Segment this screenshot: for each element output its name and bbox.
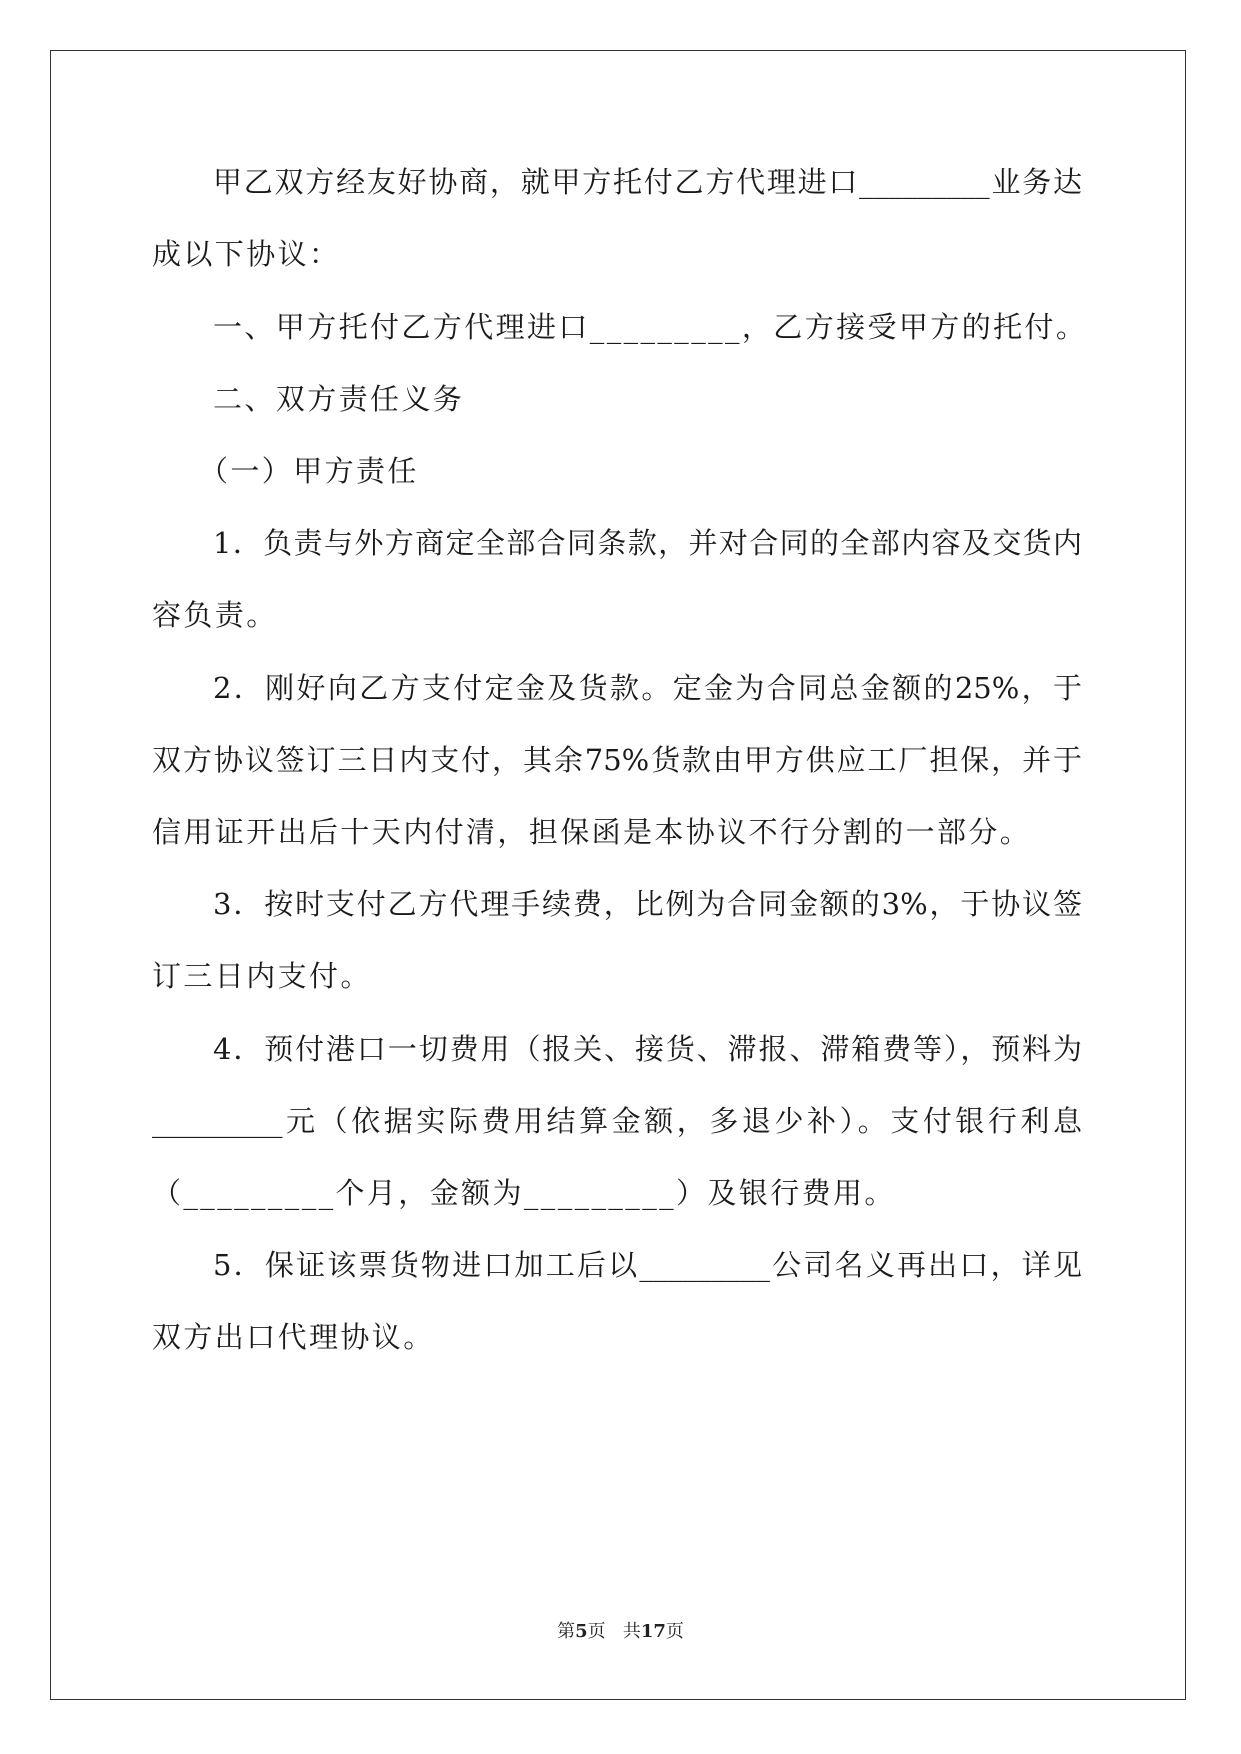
paragraph-line: （_________个月，金额为_________）及银行费用。: [152, 1176, 896, 1210]
footer-page-number: 5: [575, 1621, 588, 1642]
paragraph-line: 订三日内支付。: [152, 959, 372, 993]
paragraph-line: _________元（依据实际费用结算金额，多退少补）。支付银行利息: [152, 1104, 1082, 1138]
footer-page-prefix: 第: [557, 1621, 576, 1642]
paragraph-line: 双方协议签订三日内支付，其余75%货款由甲方供应工厂担保，并于: [152, 743, 1082, 777]
paragraph-line: 5．保证该票货物进口加工后以_________公司名义再出口，详见: [213, 1248, 1082, 1282]
paragraph-line: 3．按时支付乙方代理手续费，比例为合同金额的3%，于协议签: [213, 887, 1082, 921]
paragraph-line: 信用证开出后十天内付清，担保函是本协议不行分割的一部分。: [152, 815, 1032, 849]
paragraph-line: 1．负责与外方商定全部合同条款，并对合同的全部内容及交货内: [213, 526, 1082, 560]
paragraph-line: 4．预付港口一切费用（报关、接货、滞报、滞箱费等），预料为: [213, 1032, 1082, 1066]
paragraph-line: 2．刚好向乙方支付定金及货款。定金为合同总金额的25%，于: [213, 671, 1082, 705]
section-heading: 二、双方责任义务: [213, 382, 465, 416]
footer-page-suffix: 页: [587, 1621, 606, 1642]
paragraph-line: 一、甲方托付乙方代理进口_________，乙方接受甲方的托付。: [213, 310, 1088, 344]
page-border: [50, 50, 1186, 1700]
paragraph-line: 双方出口代理协议。: [152, 1320, 435, 1354]
paragraph-line: 容负责。: [152, 598, 278, 632]
footer-total-pages: 17: [640, 1621, 666, 1642]
paragraph-line: 甲乙双方经友好协商，就甲方托付乙方代理进口_________业务达: [213, 165, 1082, 199]
page-footer: [0, 1620, 1241, 1644]
footer-total-prefix: 共: [622, 1621, 641, 1642]
footer-total-suffix: 页: [665, 1621, 684, 1642]
subsection-heading: （一）甲方责任: [199, 454, 419, 488]
paragraph-line: 成以下协议：: [152, 237, 341, 271]
